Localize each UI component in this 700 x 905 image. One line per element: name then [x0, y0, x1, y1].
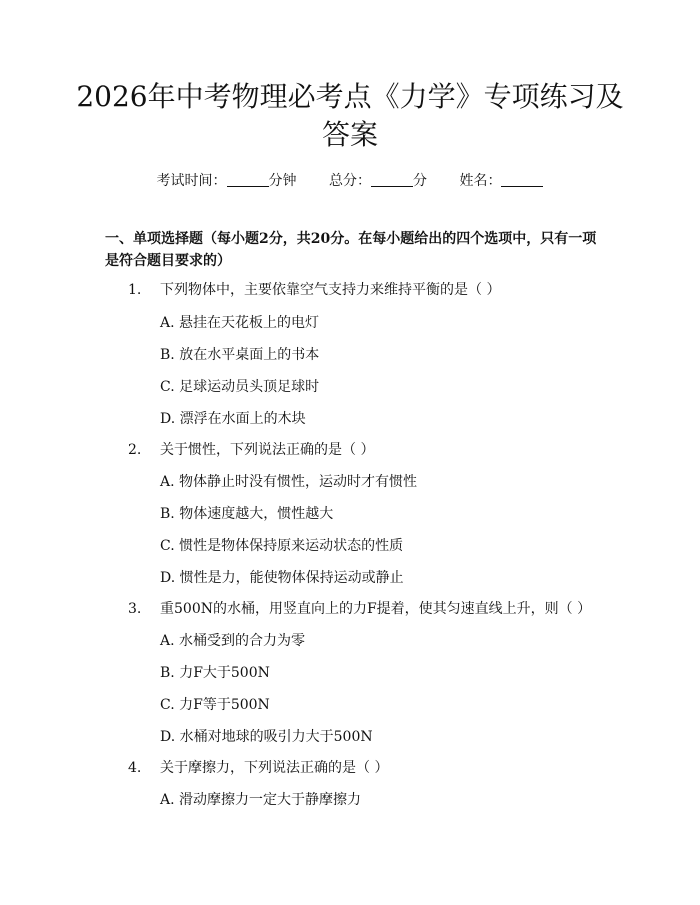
option-text: C. 足球运动员头顶足球时: [160, 379, 320, 395]
option-text: D. 惯性是力，能使物体保持运动或静止: [160, 570, 404, 586]
student-name-blank: [501, 172, 543, 187]
question-number: 2.: [128, 442, 142, 458]
exam-time-label: 考试时间：: [156, 173, 227, 189]
option-text: D. 漂浮在水面上的木块: [160, 411, 306, 427]
option-text: B. 放在水平桌面上的书本: [160, 347, 320, 363]
question-text: 关于惯性，下列说法正确的是（ ）: [160, 442, 375, 458]
question-text: 关于摩擦力，下列说法正确的是（ ）: [160, 760, 389, 776]
exam-meta-line: [0, 170, 700, 190]
option-text: A. 物体静止时没有惯性，运动时才有惯性: [160, 474, 418, 490]
option-text: B. 力F大于500N: [160, 665, 270, 681]
exam-time-field: [157, 170, 297, 190]
student-name-field: [459, 170, 543, 190]
question-number: 3.: [128, 601, 142, 617]
total-score-field: [329, 170, 427, 190]
student-name-label: 姓名：: [459, 173, 502, 189]
option-text: A. 水桶受到的合力为零: [160, 633, 306, 649]
exam-time-blank: [227, 172, 269, 187]
question-text: 重500N的水桶，用竖直向上的力F提着，使其匀速直线上升，则（ ）: [160, 601, 592, 617]
question-number: 1.: [128, 282, 142, 298]
option-text: A. 悬挂在天花板上的电灯: [160, 315, 320, 331]
question-text: 下列物体中，主要依靠空气支持力来维持平衡的是（ ）: [160, 282, 501, 298]
option-text: D. 水桶对地球的吸引力大于500N: [160, 729, 373, 745]
exam-time-unit: 分钟: [268, 173, 297, 189]
option-text: C. 力F等于500N: [160, 697, 270, 713]
section-heading: 一、单项选择题（每小题2分，共20分。在每小题给出的四个选项中，只有一项是符合题目要求的）: [105, 231, 597, 269]
option-text: A. 滑动摩擦力一定大于静摩擦力: [160, 792, 362, 808]
total-score-label: 总分：: [329, 173, 371, 189]
option-text: C. 惯性是物体保持原来运动状态的性质: [160, 538, 404, 554]
question-number: 4.: [128, 760, 142, 776]
option-text: B. 物体速度越大，惯性越大: [160, 506, 334, 522]
total-score-unit: 分: [413, 173, 427, 189]
total-score-blank: [371, 172, 413, 187]
document-title: 2026年中考物理必考点《力学》专项练习及答案: [76, 80, 624, 151]
